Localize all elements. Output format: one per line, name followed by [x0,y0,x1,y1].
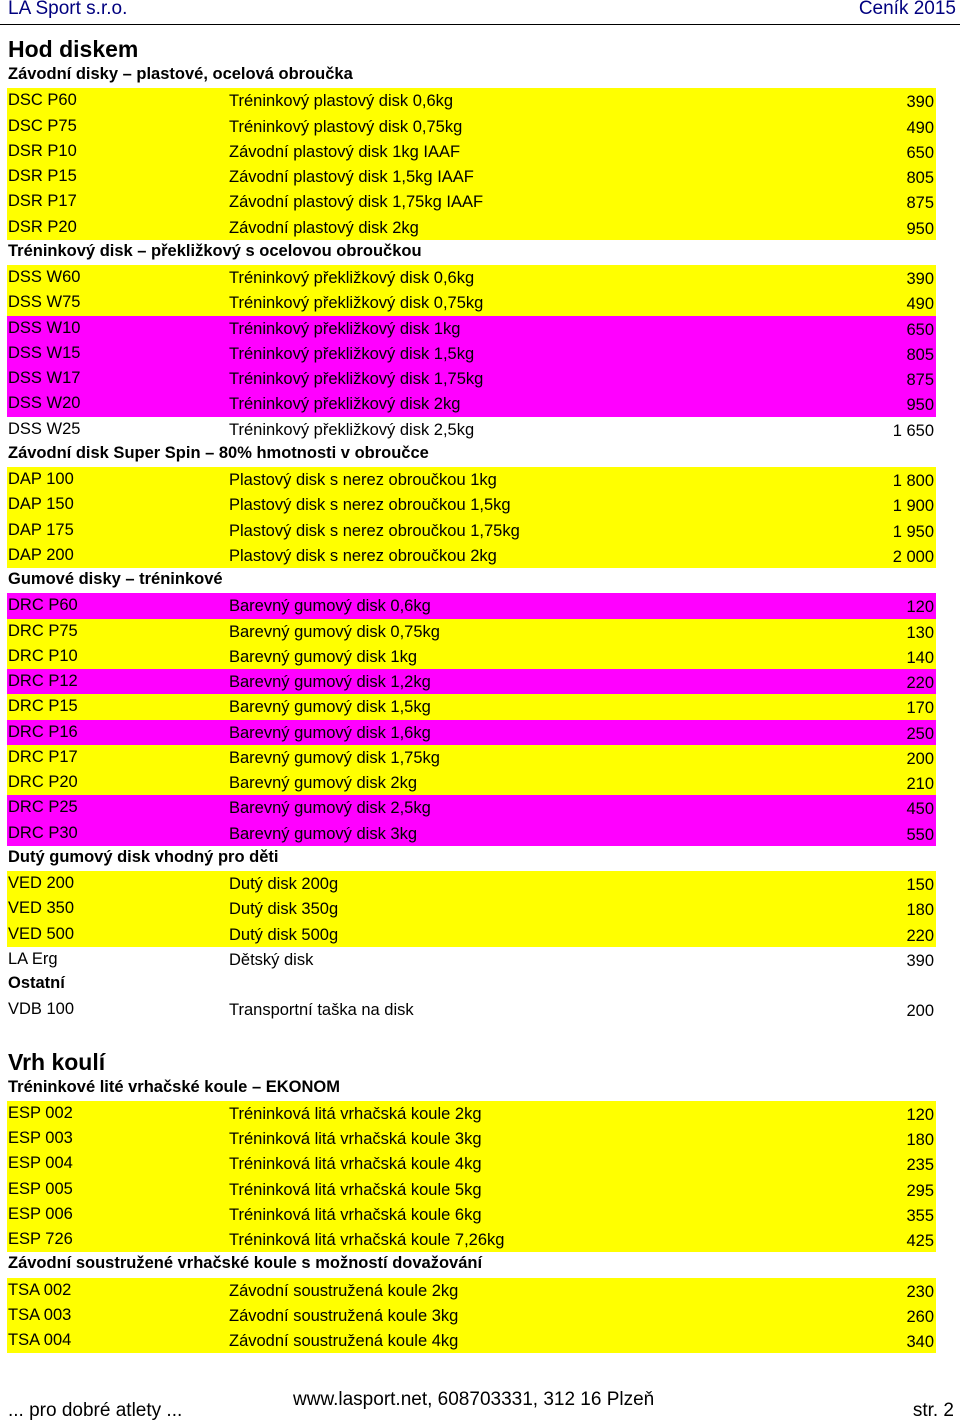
price-row [7,1126,936,1151]
product-code: ESP 005 [8,1179,73,1198]
product-description: Tréninkový překližkový disk 2,5kg [229,420,475,439]
price-row [7,1227,936,1252]
product-description: Dutý disk 500g [229,925,339,944]
price-row [7,1328,936,1353]
section-title-text: Hod diskem [8,36,139,62]
product-price: 1 650 [892,421,934,440]
product-description: Barevný gumový disk 1,5kg [229,698,431,717]
product-price: 805 [906,169,934,187]
product-price: 390 [906,951,934,970]
product-description: Závodní plastový disk 1,5kg IAAF [229,168,474,186]
group-heading-text: Gumové disky – tréninkové [8,570,223,588]
product-price: 1 800 [892,472,934,490]
product-description: Tréninkový překližkový disk 1kg [229,319,461,338]
price-row [7,316,936,341]
price-row [0,947,960,972]
price-row [7,265,936,290]
product-code: DRC P10 [8,646,78,665]
price-row [7,619,936,644]
product-description: Plastový disk s nerez obroučkou 1kg [229,471,497,489]
product-description: Tréninkový plastový disk 0,6kg [229,92,454,111]
product-code: DRC P17 [8,747,78,766]
product-code: VED 350 [8,899,75,918]
product-price: 650 [906,320,934,339]
page-footer [0,1384,960,1422]
price-row [7,341,936,366]
price-row [7,720,936,745]
product-price: 490 [906,118,934,137]
group-heading-text: Ostatní [8,974,65,992]
product-description: Dutý disk 350g [229,900,339,919]
product-description: Barevný gumový disk 0,6kg [229,597,431,616]
product-price: 220 [906,674,934,692]
product-code: TSA 004 [8,1331,72,1349]
price-row [7,1151,936,1176]
product-description: Transportní taška na disk [229,1001,414,1020]
product-description: Závodní plastový disk 1kg IAAF [229,142,461,161]
product-price: 170 [906,699,934,718]
group-heading [0,1076,960,1101]
group-heading [0,568,960,593]
product-code: DRC P30 [8,823,78,842]
group-heading [0,846,960,871]
product-description: Dětský disk [229,950,314,969]
product-code: DSS W25 [8,419,81,438]
price-row [7,1202,936,1227]
product-code: DSS W17 [8,369,81,387]
product-code: DSS W15 [8,343,81,362]
price-row [7,543,936,568]
product-description: Plastový disk s nerez obroučkou 1,75kg [229,521,520,540]
price-row [7,896,936,921]
product-code: DAP 175 [8,520,74,539]
group-heading [0,63,960,88]
group-heading-text: Tréninkové lité vrhačské koule – EKONOM [8,1077,340,1096]
product-description: Barevný gumový disk 1,6kg [229,723,431,742]
product-price: 425 [906,1232,934,1250]
product-description: Tréninkový plastový disk 0,75kg [229,117,463,136]
product-code: DSS W20 [8,394,81,413]
product-price: 140 [906,648,934,667]
product-description: Barevný gumový disk 0,75kg [229,622,440,641]
product-code: DSS W60 [8,268,81,286]
product-description: Tréninkový překližkový disk 0,75kg [229,294,484,313]
product-code: DRC P60 [8,596,78,615]
section-spacer [0,1023,960,1049]
price-row [7,215,936,240]
product-price: 2 000 [892,547,934,566]
product-price: 805 [906,345,934,364]
price-row [7,467,936,492]
product-price: 180 [906,901,934,920]
product-price: 650 [906,143,934,162]
price-row [7,189,936,214]
price-row [7,290,936,315]
price-row [0,997,960,1022]
price-row [7,164,936,189]
price-row [7,644,936,669]
product-price: 490 [906,295,934,314]
price-row [0,417,960,442]
group-heading [0,442,960,467]
price-row [7,518,936,543]
product-price: 950 [906,396,934,415]
product-description: Tréninková litá vrhačská koule 2kg [229,1104,482,1123]
product-code: TSA 002 [8,1280,72,1299]
product-code: ESP 006 [8,1204,73,1223]
product-description: Závodní soustružená koule 4kg [229,1332,459,1350]
group-heading [0,240,960,265]
product-price: 875 [906,194,934,213]
product-code: VDB 100 [8,1000,75,1019]
product-code: DSC P60 [8,91,77,110]
product-description: Plastový disk s nerez obroučkou 1,5kg [229,496,511,515]
product-code: DRC P15 [8,697,78,716]
product-code: DRC P12 [8,672,78,690]
page-header [0,0,960,25]
price-row [7,114,936,139]
product-description: Tréninková litá vrhačská koule 3kg [229,1130,482,1148]
price-row [7,1101,936,1126]
product-price: 875 [906,371,934,389]
product-code: DSR P17 [8,192,77,211]
product-price: 550 [906,825,934,844]
product-code: DSR P20 [8,217,77,236]
product-price: 340 [906,1333,934,1351]
section-title [0,36,960,63]
product-price: 200 [906,1002,934,1021]
product-price: 120 [906,1105,934,1124]
product-description: Barevný gumový disk 1,2kg [229,673,431,691]
price-row [7,871,936,896]
product-code: LA Erg [8,949,58,968]
price-row [7,593,936,618]
product-price: 390 [906,270,934,288]
product-price: 1 900 [892,497,934,516]
product-code: DRC P25 [8,798,78,817]
product-price: 180 [906,1131,934,1149]
product-description: Plastový disk s nerez obroučkou 2kg [229,546,497,565]
product-description: Tréninková litá vrhačská koule 5kg [229,1180,482,1199]
product-price: 390 [906,93,934,112]
group-heading-text: Dutý gumový disk vhodný pro děti [8,847,279,866]
price-row [7,391,936,416]
product-description: Barevný gumový disk 3kg [229,824,418,843]
group-heading [0,1252,960,1277]
product-price: 250 [906,724,934,743]
product-description: Dutý disk 200g [229,875,339,893]
product-description: Tréninkový překližkový disk 1,5kg [229,344,475,363]
product-code: DRC P16 [8,722,78,741]
product-code: ESP 004 [8,1154,73,1173]
product-code: DSS W10 [8,318,81,337]
section-title [0,1049,960,1076]
product-price: 295 [906,1181,934,1200]
price-row [7,139,936,164]
product-price: 950 [906,219,934,238]
product-code: ESP 002 [8,1103,73,1122]
product-price: 130 [906,623,934,642]
group-heading-text: Závodní disk Super Spin – 80% hmotnosti v obroučce [8,443,429,462]
product-price: 260 [906,1307,934,1326]
product-code: DAP 200 [8,545,74,564]
company-name: LA Sport s.r.o. [8,0,128,19]
product-price: 220 [906,926,934,945]
product-code: DAP 150 [8,495,74,514]
product-price: 210 [906,775,934,793]
price-row [7,795,936,820]
product-price: 235 [906,1156,934,1175]
product-description: Závodní soustružená koule 3kg [229,1306,459,1325]
product-code: VED 500 [8,924,75,943]
product-description: Tréninková litá vrhačská koule 7,26kg [229,1231,505,1249]
price-row [7,694,936,719]
product-description: Barevný gumový disk 1kg [229,647,418,666]
product-description: Barevný gumový disk 2kg [229,774,418,792]
product-description: Závodní plastový disk 2kg [229,218,419,237]
product-description: Barevný gumový disk 1,75kg [229,748,440,767]
product-code: DRC P75 [8,621,78,640]
product-description: Barevný gumový disk 2,5kg [229,799,431,818]
product-code: TSA 003 [8,1305,72,1324]
product-description: Tréninkový překližkový disk 1,75kg [229,370,484,388]
price-row [7,88,936,113]
product-price: 200 [906,749,934,768]
product-description: Tréninková litá vrhačská koule 6kg [229,1205,482,1224]
price-row [7,669,936,694]
price-row [7,821,936,846]
product-code: VED 200 [8,874,75,892]
product-description: Tréninkový překližkový disk 2kg [229,395,461,414]
price-row [7,1303,936,1328]
product-price: 450 [906,800,934,819]
product-code: ESP 726 [8,1230,73,1248]
group-heading-text: Tréninkový disk – překližkový s ocelovou obroučkou [8,241,422,260]
group-heading-text: Závodní soustružené vrhačské koule s možností dovažování [8,1254,483,1273]
product-price: 230 [906,1282,934,1301]
section-title-text: Vrh koulí [8,1048,106,1075]
product-code: DAP 100 [8,470,74,488]
product-price: 1 950 [892,522,934,541]
product-price: 120 [906,598,934,617]
product-code: DRC P20 [8,773,78,791]
product-code: ESP 003 [8,1129,73,1147]
price-row [7,492,936,517]
group-heading-text: Závodní disky – plastové, ocelová obroučka [8,65,353,83]
product-description: Tréninkový překližkový disk 0,6kg [229,269,475,287]
price-list [0,36,960,1353]
price-row [7,1278,936,1303]
product-code: DSC P75 [8,116,77,135]
footer-slogan: ... pro dobré atlety ... [8,1400,183,1421]
page-number: str. 2 [912,1400,954,1421]
product-code: DSR P15 [8,167,77,185]
footer-contact: www.lasport.net, 608703331, 312 16 Plzeň [293,1389,655,1410]
price-row [7,745,936,770]
product-code: DSR P10 [8,141,77,160]
pricelist-title: Ceník 2015 [858,0,956,19]
price-row [7,366,936,391]
product-description: Závodní soustružená koule 2kg [229,1281,459,1300]
product-price: 355 [906,1206,934,1225]
product-code: DSS W75 [8,293,81,312]
product-description: Závodní plastový disk 1,75kg IAAF [229,193,484,212]
price-row [7,770,936,795]
price-row [7,922,936,947]
group-heading [0,972,960,997]
product-description: Tréninková litá vrhačská koule 4kg [229,1155,482,1174]
product-price: 150 [906,876,934,894]
price-row [7,1177,936,1202]
